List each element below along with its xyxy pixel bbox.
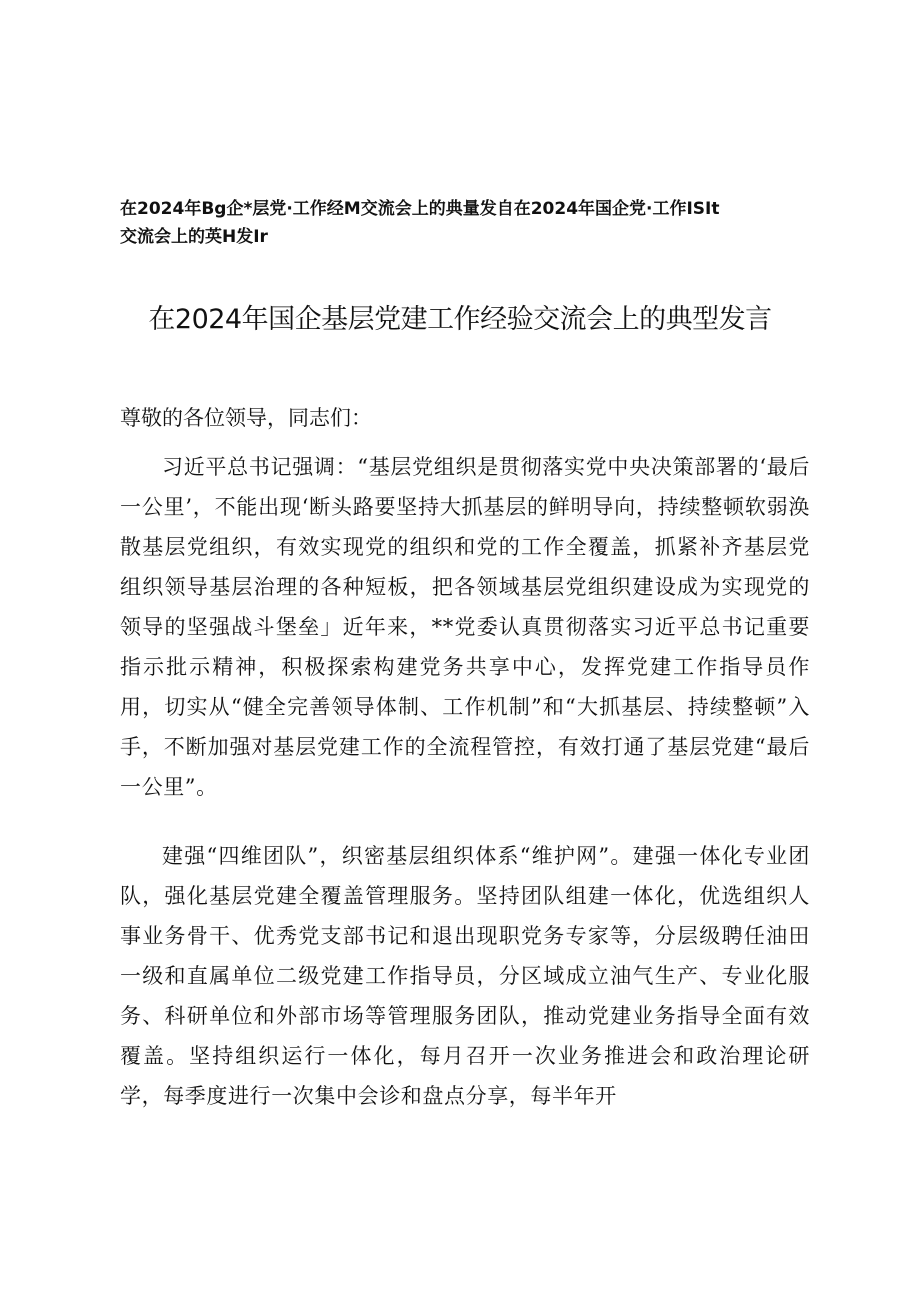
salutation: 尊敬的各位领导，同志们： bbox=[120, 406, 372, 430]
document-title: 在2024年国企基层党建工作经验交流会上的典型发言 bbox=[148, 304, 772, 335]
body-paragraph: 习近平总书记强调：“基层党组织是贯彻落实党中央决策部署的‘最后一公里’，不能出现‘断头路要坚持大抓基层的鲜明导向，持续整顿软弱涣散基层党组织，有效实现党的组织和党的工作全覆盖，抓紧补齐基层党组织领导基层治理的各种短板，把各领域基层党组织建设成为实现党的领导的坚强战斗堡垒」近年来，**党委认真贯彻落实习近平总书记重要指示批示精神，积极探索构建党务共享中心，发挥党建工作指导员作用，切实从“健全完善领导体制、工作机制”和“大抓基层、持续整顿”入手，不断加强对基层党建工作的全流程管控，有效打通了基层党建“最后一公里”。 bbox=[120, 455, 810, 799]
body-paragraph: 建强“四维团队”，织密基层组织体系“维护网”。建强一体化专业团队，强化基层党建全覆盖管理服务。坚持团队组建一体化，优选组织人事业务骨干、优秀党支部书记和退出现职党务专家等，分层级聘任油田一级和直属单位二级党建工作指导员，分区域成立油气生产、专业化服务、科研单位和外部市场等管理服务团队，推动党建业务指导全面有效覆盖。坚持组织运行一体化，每月召开一次业务推进会和政治理论研学，每季度进行一次集中会诊和盘点分享，每半年开 bbox=[120, 844, 810, 1108]
document-header-line: 在2024年Bg企*层党·工作经M交流会上的典量发自在2024年国企党·工作ISIt bbox=[120, 199, 720, 219]
document-header-line: 交流会上的英H发Ir bbox=[120, 227, 268, 247]
